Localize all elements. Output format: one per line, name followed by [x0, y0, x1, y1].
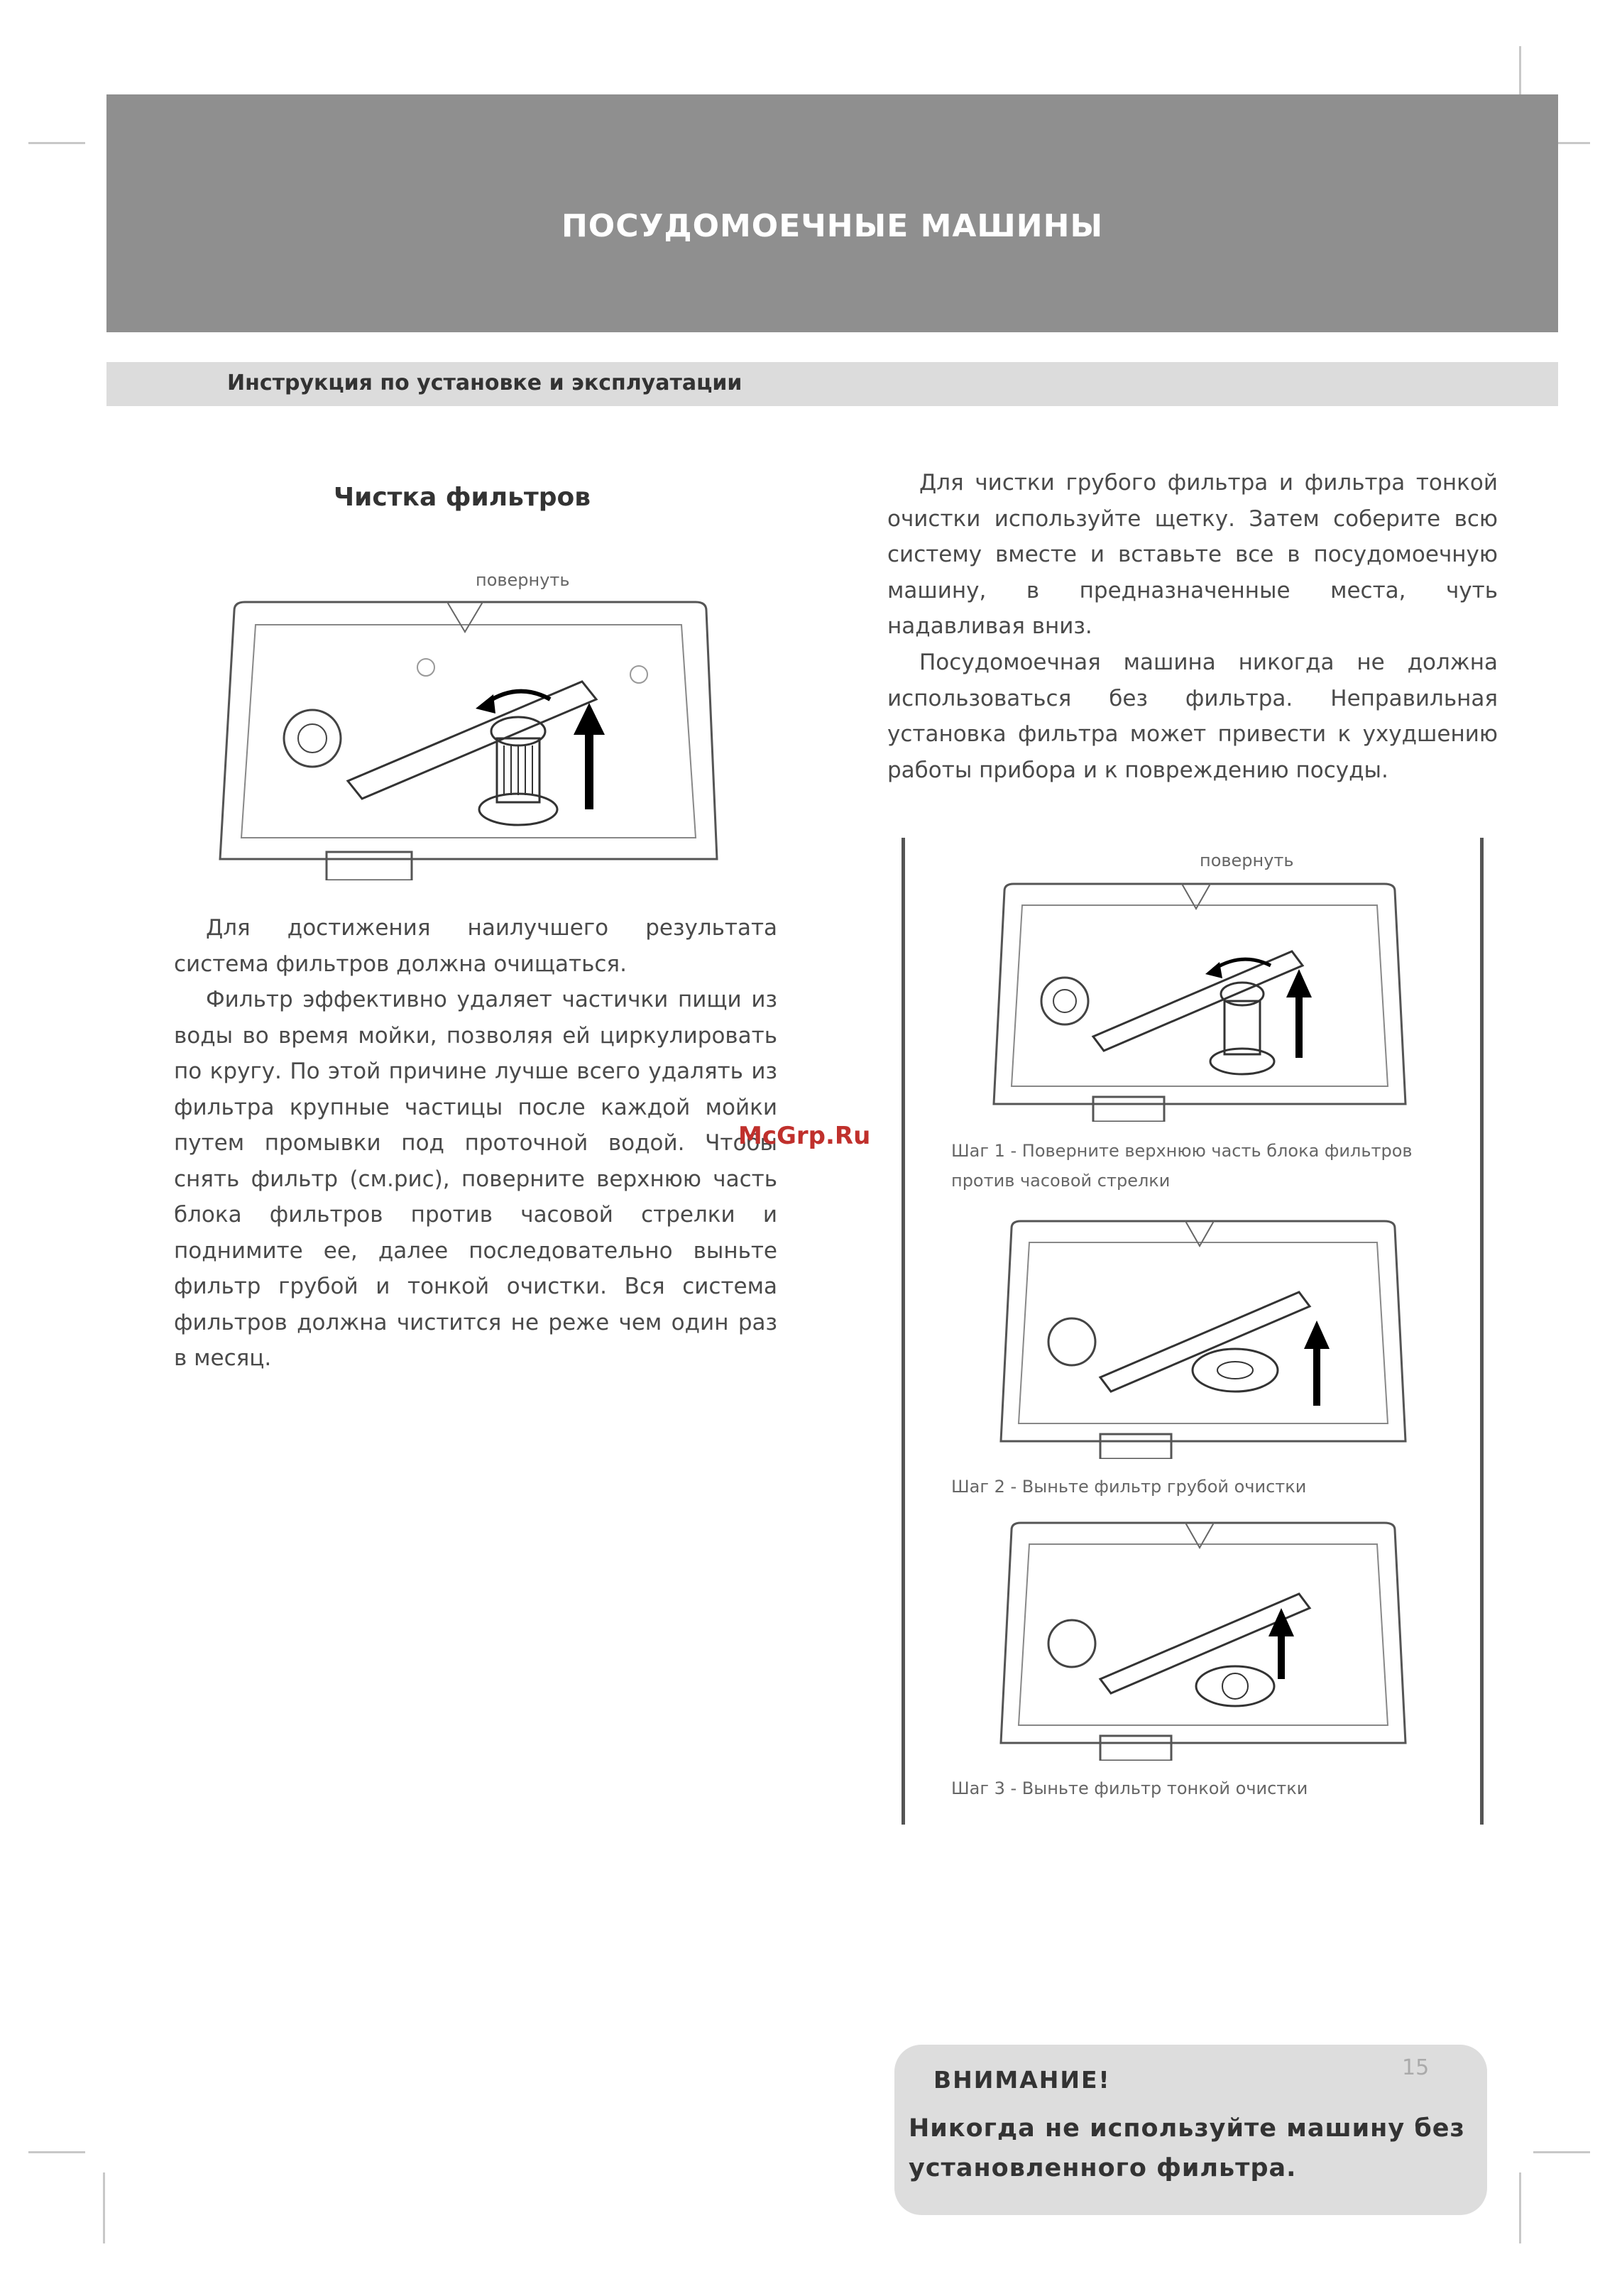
divider-left [902, 838, 905, 1825]
step2-illustration [994, 1218, 1413, 1459]
right-paragraph-2: Посудомоечная машина никогда не должна использоваться без фильтра. Неправильная установка фильтра может привести к ухудшению работы прибора и к повреждению посуды. [887, 650, 1498, 783]
warning-title: ВНИМАНИЕ! [933, 2066, 1111, 2094]
left-paragraph-2: Фильтр эффективно удаляет частички пищи из воды во время мойки, позволяя ей циркулировать по кругу. По этой причине лучше всего удалять из фильтра крупные частицы после каждой мойки путем промывки под проточной водой. Чтобы снять фильтр (см.рис), поверните верхнюю часть блока фильтров против часовой стрелки и поднимите ее, далее последовательно выньте фильтр грубой и тонкой очистки. Вся система фильтров должна чистится не реже чем один раз в месяц. [174, 987, 777, 1371]
section-title: Чистка фильтров [334, 483, 591, 512]
figure-label-right: повернуть [1200, 851, 1294, 870]
step1-illustration [987, 880, 1413, 1122]
crop-mark [28, 142, 85, 144]
right-paragraph-1: Для чистки грубого фильтра и фильтра тонкой очистки используйте щетку. Затем соберите всю систему вместе и вставьте все в посудомоечную машину, в предназначенные места, чуть надавливая вниз. [887, 470, 1498, 639]
left-paragraph-1: Для достижения наилучшего результата система фильтров должна очищаться. [174, 915, 777, 977]
crop-mark [103, 2172, 105, 2243]
page-number: 15 [1402, 2055, 1430, 2080]
crop-mark [1519, 2172, 1521, 2243]
step1-caption: Шаг 1 - Поверните верхнюю часть блока фильтров против часовой стрелки [951, 1141, 1413, 1191]
warning-box [894, 2045, 1487, 2215]
divider-right [1480, 838, 1484, 1825]
crop-mark [1533, 2151, 1590, 2153]
watermark: McGrp.Ru [738, 1122, 871, 1150]
subheader-title: Инструкция по установке и эксплуатации [227, 371, 742, 395]
header-band [106, 94, 1558, 332]
subheader-band [106, 362, 1558, 406]
step2-caption: Шаг 2 - Выньте фильтр грубой очистки [951, 1477, 1307, 1497]
crop-mark [28, 2151, 85, 2153]
warning-text: Никогда не используйте машину без установленного фильтра. [909, 2114, 1465, 2182]
step3-illustration [994, 1519, 1413, 1761]
page-title: ПОСУДОМОЕЧНЫЕ МАШИНЫ [561, 208, 1104, 244]
filter-illustration-main [213, 596, 724, 880]
figure-label: повернуть [476, 570, 570, 590]
step3-caption: Шаг 3 - Выньте фильтр тонкой очистки [951, 1778, 1308, 1798]
